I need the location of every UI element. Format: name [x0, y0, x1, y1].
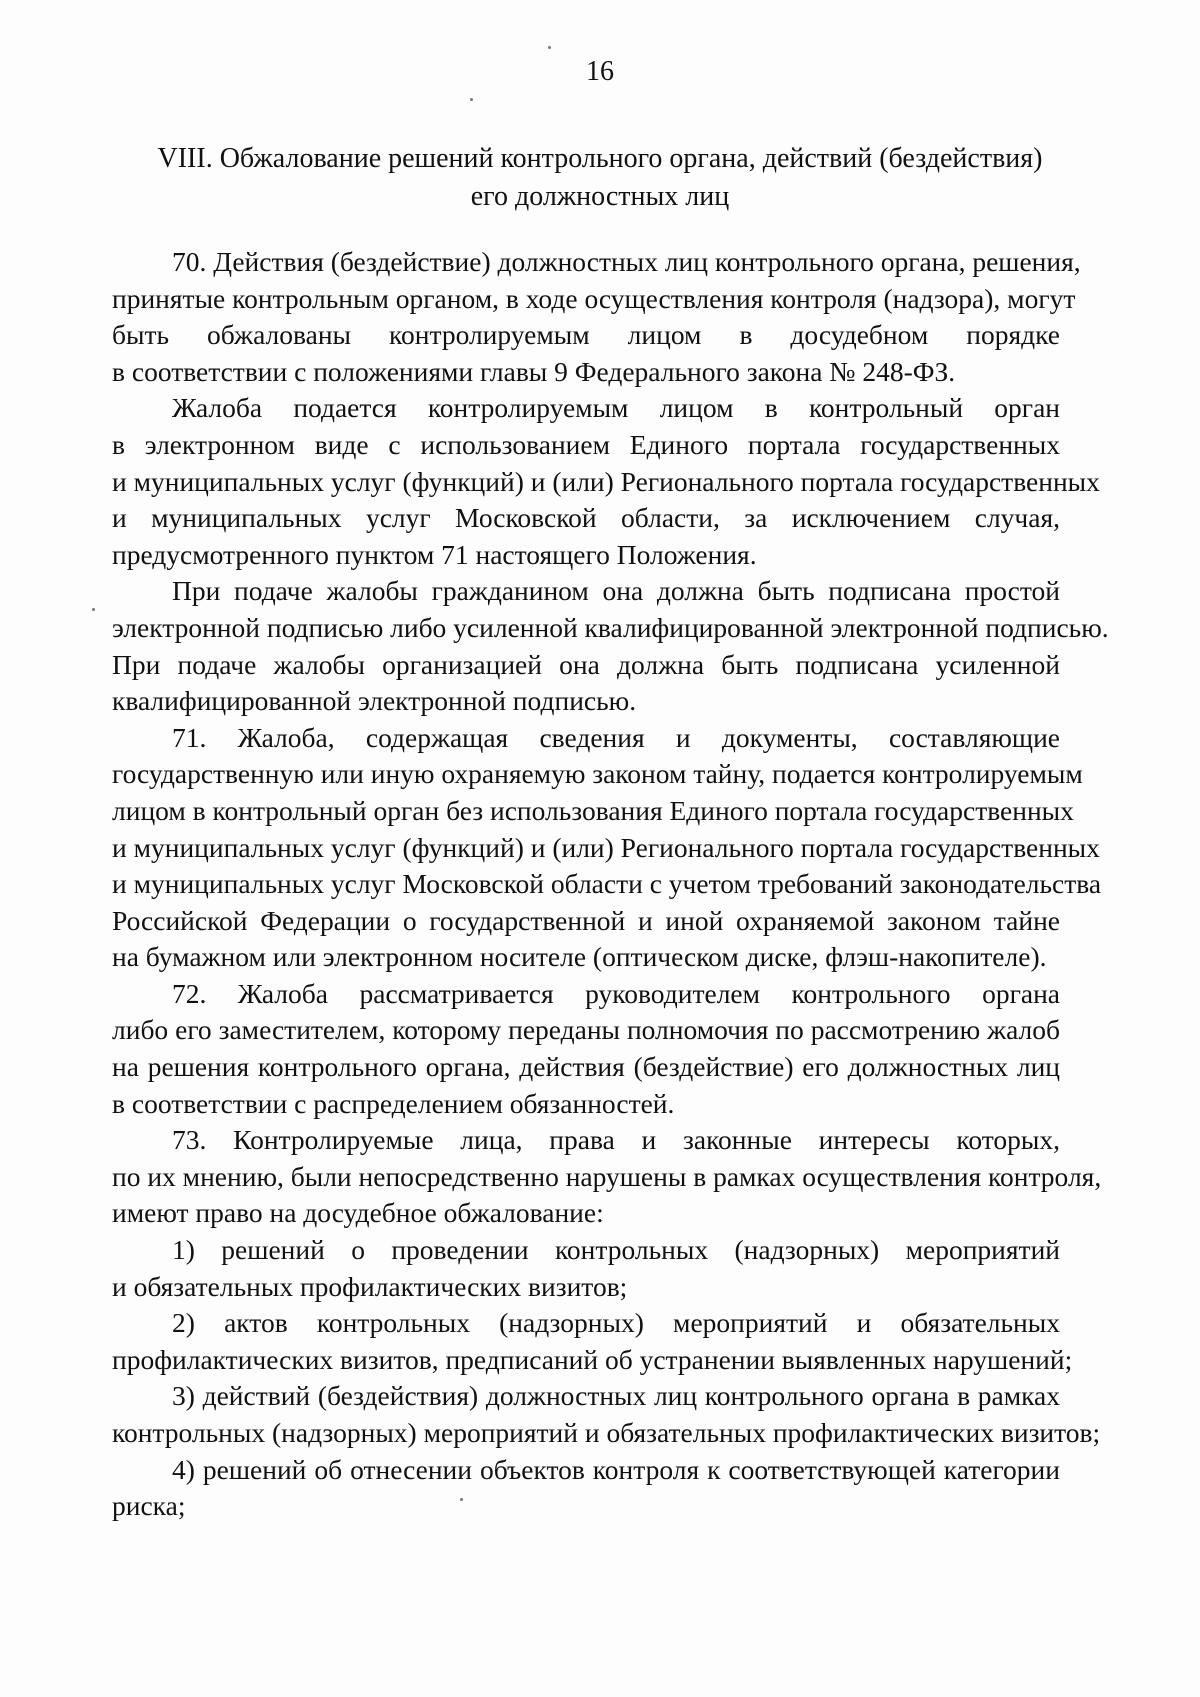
paragraph-line: риска; [112, 1490, 186, 1522]
paragraph [112, 1452, 1060, 1525]
paragraph-line: и муниципальных услуг (функций) и (или) Регионального портала государственных [112, 831, 1100, 863]
section-heading-line-1: VIII. Обжалование решений контрольного органа, действий (бездействия) [157, 143, 1043, 174]
paragraph-line: электронной подписью либо усиленной квалифицированной электронной подписью. [112, 611, 1109, 643]
scan-speck [470, 98, 473, 101]
paragraph-line: государственную или иную охраняемую законом тайну, подается контролируемым [112, 758, 1083, 790]
paragraph-line: Российской Федерации о государственной и иной охраняемой законом тайне [112, 904, 1060, 936]
paragraph-line: При подаче жалобы гражданином она должна быть подписана простой [172, 575, 1060, 607]
paragraph [112, 573, 1109, 719]
paragraph [112, 1122, 1102, 1232]
paragraph-line: принятые контрольным органом, в ходе осуществления контроля (надзора), могут [112, 282, 1076, 314]
paragraph-line: контрольных (надзорных) мероприятий и обязательных профилактических визитов; [112, 1417, 1101, 1448]
paragraph-line: и обязательных профилактических визитов; [112, 1270, 628, 1302]
paragraph [112, 1378, 1101, 1451]
section-heading-line-2: его должностных лиц [470, 181, 730, 212]
paragraph-line: 71. Жалоба, содержащая сведения и документы, составляющие [172, 721, 1060, 753]
paragraph-line: профилактических визитов, предписаний об устранении выявленных нарушений; [112, 1343, 1073, 1375]
paragraph [112, 1305, 1073, 1378]
paragraph-line: быть обжалованы контролируемым лицом в досудебном порядке [112, 319, 1060, 351]
paragraph-line: и муниципальных услуг (функций) и (или) Регионального портала государственных [112, 465, 1100, 497]
paragraph-line: 2) актов контрольных (надзорных) мероприятий и обязательных [172, 1307, 1060, 1339]
section-heading [150, 140, 1050, 216]
paragraph [112, 390, 1100, 573]
paragraph-line: квалифицированной электронной подписью. [112, 685, 637, 717]
paragraph-line: на решения контрольного органа, действия (бездействие) его должностных лиц [112, 1051, 1060, 1083]
paragraph-line: либо его заместителем, которому переданы полномочия по рассмотрению жалоб [112, 1014, 1060, 1046]
paragraph [112, 1232, 1060, 1305]
paragraph-line: При подаче жалобы организацией она должна быть подписана усиленной [112, 648, 1060, 680]
scan-speck [548, 46, 551, 49]
paragraph [112, 720, 1102, 976]
page-number: 16 [586, 56, 614, 87]
paragraph-line: 3) действий (бездействия) должностных лиц контрольного органа в рамках [172, 1380, 1060, 1412]
paragraph-line: на бумажном или электронном носителе (оптическом диске, флэш-накопителе). [112, 941, 1047, 973]
paragraph-line: в электронном виде с использованием Единого портала государственных [112, 428, 1060, 460]
paragraph-line: и муниципальных услуг Московской области с учетом требований законодательства [112, 868, 1102, 900]
paragraph [112, 244, 1081, 390]
paragraph-line: по их мнению, были непосредственно нарушены в рамках осуществления контроля, [112, 1160, 1102, 1192]
paragraph-line: и муниципальных услуг Московской области, за исключением случая, [112, 502, 1060, 534]
paragraph-line: Жалоба подается контролируемым лицом в контрольный орган [172, 392, 1060, 424]
scan-speck [92, 608, 95, 611]
paragraph [112, 976, 1060, 1122]
paragraph-line: 1) решений о проведении контрольных (надзорных) мероприятий [172, 1234, 1060, 1266]
paragraph-line: 70. Действия (бездействие) должностных лиц контрольного органа, решения, [172, 246, 1081, 277]
paragraph-line: предусмотренного пунктом 71 настоящего Положения. [112, 538, 757, 570]
paragraph-line: имеют право на досудебное обжалование: [112, 1197, 604, 1229]
paragraph-line: в соответствии с положениями главы 9 Федерального закона № 248-ФЗ. [112, 355, 956, 387]
paragraph-line: в соответствии с распределением обязанностей. [112, 1087, 675, 1119]
document-body [112, 244, 1109, 1525]
scan-speck [460, 1498, 463, 1501]
paragraph-line: лицом в контрольный орган без использования Единого портала государственных [112, 794, 1074, 826]
paragraph-line: 4) решений об отнесении объектов контроля к соответствующей категории [172, 1453, 1060, 1485]
paragraph-line: 72. Жалоба рассматривается руководителем контрольного органа [172, 977, 1060, 1009]
paragraph-line: 73. Контролируемые лица, права и законные интересы которых, [172, 1124, 1060, 1156]
